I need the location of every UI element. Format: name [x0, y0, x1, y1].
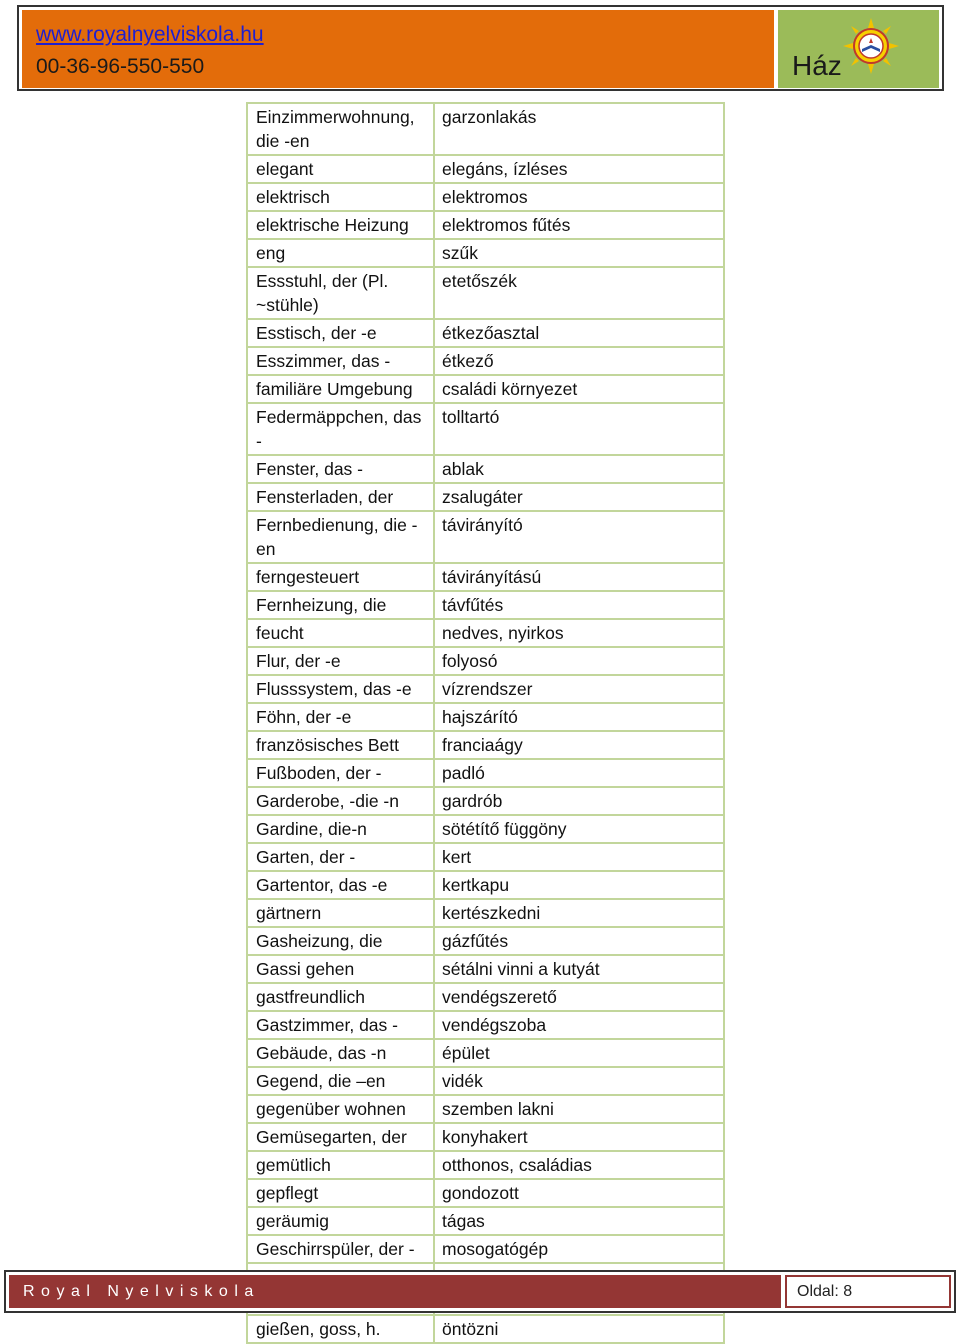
hungarian-translation: kertkapu	[442, 875, 510, 895]
table-row	[248, 1208, 723, 1236]
german-term: Fußboden, der -	[248, 760, 435, 786]
header-contact-band	[22, 10, 774, 88]
german-term: Gasheizung, die	[248, 928, 435, 954]
german-term: gastfreundlich	[248, 984, 435, 1010]
hungarian-translation: tágas	[442, 1211, 485, 1231]
german-term: elektrisch	[248, 184, 435, 210]
table-row	[248, 900, 723, 928]
table-row	[248, 240, 723, 268]
german-term: Fenster, das -	[248, 456, 435, 482]
german-term: Fernbedienung, die -en	[248, 512, 435, 562]
table-row	[248, 268, 723, 320]
german-term: Gemüsegarten, der	[248, 1124, 435, 1150]
table-row	[248, 104, 723, 156]
header-title-band	[778, 10, 939, 88]
german-term: Gassi gehen	[248, 956, 435, 982]
table-row	[248, 928, 723, 956]
page-header	[17, 5, 944, 91]
hungarian-translation: családi környezet	[442, 379, 578, 399]
table-row	[248, 1124, 723, 1152]
german-term: elektrische Heizung	[248, 212, 435, 238]
hungarian-translation: távfűtés	[442, 595, 504, 615]
table-row	[248, 1096, 723, 1124]
hungarian-translation: öntözni	[442, 1319, 499, 1339]
table-row	[248, 592, 723, 620]
german-term: geräumig	[248, 1208, 435, 1234]
german-term: gepflegt	[248, 1180, 435, 1206]
german-term: Föhn, der -e	[248, 704, 435, 730]
german-term: gießen, goss, h.	[248, 1316, 435, 1342]
table-row	[248, 648, 723, 676]
german-term: Fernheizung, die	[248, 592, 435, 618]
hungarian-translation: sétálni vinni a kutyát	[442, 959, 600, 979]
hungarian-translation: padló	[442, 763, 485, 783]
sun-book-logo-icon	[843, 18, 899, 74]
vocabulary-table	[246, 102, 725, 1344]
hungarian-translation: vendégszerető	[442, 987, 557, 1007]
hungarian-translation: kertészkedni	[442, 903, 541, 923]
hungarian-translation: garzonlakás	[442, 107, 537, 127]
hungarian-translation: elektromos	[442, 187, 528, 207]
hungarian-translation: elektromos fűtés	[442, 215, 571, 235]
phone-number: 00-36-96-550-550	[36, 55, 205, 78]
table-row	[248, 456, 723, 484]
table-row	[248, 1012, 723, 1040]
page-title: Ház	[792, 50, 842, 81]
table-row	[248, 212, 723, 240]
german-term: Gebäude, das -n	[248, 1040, 435, 1066]
table-row	[248, 404, 723, 456]
hungarian-translation: gázfűtés	[442, 931, 509, 951]
german-term: Essstuhl, der (Pl. ~stühle)	[248, 268, 435, 318]
german-term: elegant	[248, 156, 435, 182]
german-term: gemütlich	[248, 1152, 435, 1178]
german-term: Fensterladen, der	[248, 484, 435, 510]
hungarian-translation: étkező	[442, 351, 494, 371]
table-row	[248, 1180, 723, 1208]
german-term: familiäre Umgebung	[248, 376, 435, 402]
table-row	[248, 732, 723, 760]
page-footer	[4, 1270, 956, 1313]
page-number: Oldal: 8	[787, 1277, 949, 1306]
website-link[interactable]: www.royalnyelviskola.hu	[36, 23, 264, 46]
hungarian-translation: folyosó	[442, 651, 498, 671]
hungarian-translation: tolltartó	[442, 407, 500, 427]
hungarian-translation: szemben lakni	[442, 1099, 554, 1119]
table-row	[248, 956, 723, 984]
hungarian-translation: sötétítő függöny	[442, 819, 567, 839]
german-term: Gastzimmer, das -	[248, 1012, 435, 1038]
hungarian-translation: kert	[442, 847, 472, 867]
german-term: Gegend, die –en	[248, 1068, 435, 1094]
table-row	[248, 348, 723, 376]
table-row	[248, 676, 723, 704]
hungarian-translation: zsalugáter	[442, 487, 523, 507]
table-row	[248, 844, 723, 872]
german-term: Esszimmer, das -	[248, 348, 435, 374]
table-row	[248, 704, 723, 732]
german-term: gegenüber wohnen	[248, 1096, 435, 1122]
table-row	[248, 512, 723, 564]
german-term: Geschirrspüler, der -	[248, 1236, 435, 1262]
hungarian-translation: vidék	[442, 1071, 483, 1091]
hungarian-translation: nedves, nyirkos	[442, 623, 564, 643]
table-row	[248, 1040, 723, 1068]
german-term: Flusssystem, das -e	[248, 676, 435, 702]
hungarian-translation: elegáns, ízléses	[442, 159, 568, 179]
german-term: ferngesteuert	[248, 564, 435, 590]
german-term: feucht	[248, 620, 435, 646]
german-term: Garderobe, -die -n	[248, 788, 435, 814]
table-row	[248, 376, 723, 404]
table-row	[248, 484, 723, 512]
table-row	[248, 760, 723, 788]
german-term: französisches Bett	[248, 732, 435, 758]
table-row	[248, 1236, 723, 1264]
table-row	[248, 564, 723, 592]
table-row	[248, 872, 723, 900]
table-row	[248, 816, 723, 844]
german-term: Gardine, die-n	[248, 816, 435, 842]
table-row	[248, 984, 723, 1012]
hungarian-translation: etetőszék	[442, 271, 517, 291]
hungarian-translation: otthonos, családias	[442, 1155, 592, 1175]
hungarian-translation: konyhakert	[442, 1127, 528, 1147]
hungarian-translation: vízrendszer	[442, 679, 533, 699]
table-row	[248, 184, 723, 212]
page-number-box	[785, 1275, 951, 1308]
hungarian-translation: szűk	[442, 243, 478, 263]
hungarian-translation: ablak	[442, 459, 484, 479]
german-term: Gartentor, das -e	[248, 872, 435, 898]
german-term: Flur, der -e	[248, 648, 435, 674]
german-term: Garten, der -	[248, 844, 435, 870]
german-term: Federmäppchen, das -	[248, 404, 435, 454]
hungarian-translation: gardrób	[442, 791, 503, 811]
hungarian-translation: franciaágy	[442, 735, 523, 755]
hungarian-translation: hajszárító	[442, 707, 518, 727]
german-term: eng	[248, 240, 435, 266]
hungarian-translation: távirányítású	[442, 567, 542, 587]
hungarian-translation: távirányító	[442, 515, 523, 535]
table-row	[248, 1068, 723, 1096]
hungarian-translation: gondozott	[442, 1183, 519, 1203]
german-term: gärtnern	[248, 900, 435, 926]
hungarian-translation: mosogatógép	[442, 1239, 549, 1259]
school-name: Royal Nyelviskola	[9, 1275, 781, 1308]
table-row	[248, 1152, 723, 1180]
hungarian-translation: étkezőasztal	[442, 323, 540, 343]
german-term: Esstisch, der -e	[248, 320, 435, 346]
german-term: Einzimmerwohnung, die -en	[248, 104, 435, 154]
table-row	[248, 620, 723, 648]
table-row	[248, 1316, 723, 1342]
table-row	[248, 320, 723, 348]
hungarian-translation: épület	[442, 1043, 490, 1063]
table-row	[248, 788, 723, 816]
hungarian-translation: vendégszoba	[442, 1015, 547, 1035]
table-row	[248, 156, 723, 184]
